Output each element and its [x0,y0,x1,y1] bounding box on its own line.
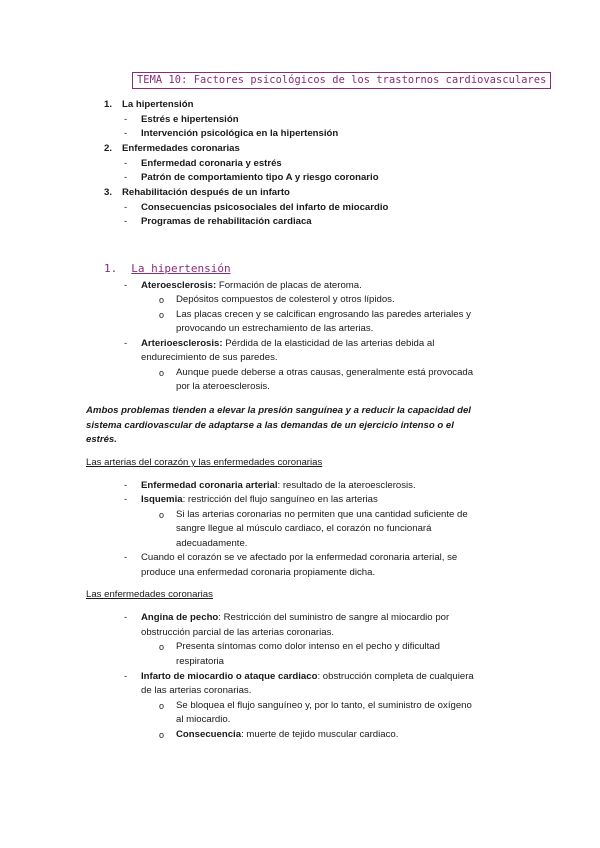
definition-continued: obstrucción parcial de las arterias coronarias. [141,627,335,638]
term: Consecuencia [176,729,242,740]
dash-marker: - [124,202,128,213]
sub-point-continued: respiratoria [176,656,224,667]
definition: : muerte de tejido muscular cardiaco. [241,729,399,740]
sub-point-continued: provocando un estrechamiento de las arterias. [176,323,374,334]
sub-point: Se bloquea el flujo sanguíneo y, por lo tanto, el suministro de oxígeno [176,700,472,711]
toc-item: Rehabilitación después de un infarto [122,187,290,198]
section-label: La hipertensión [131,262,231,275]
dash-marker: - [124,612,128,623]
sub-point-continued: por la ateroesclerosis. [176,381,270,392]
definition: : obstrucción completa de cualquiera [317,671,474,682]
list-item [141,611,449,625]
sub-point: Las placas crecen y se calcifican engrosando las paredes arteriales y [176,309,471,320]
term: Ateroesclerosis: [141,280,217,291]
list-item [141,479,416,493]
toc-item: Enfermedades coronarias [122,143,240,154]
circle-bullet: o [159,368,165,378]
dash-marker: - [124,158,128,169]
emphasis-line: estrés. [86,434,117,445]
definition: Formación de placas de ateroma. [216,280,362,291]
sub-point-continued: sangre llegue al músculo cardiaco, el corazón no funcionará [176,523,432,534]
toc-number: 1. [104,99,113,110]
section-heading [104,262,231,275]
list-item: Cuando el corazón se ve afectado por la enfermedad coronaria arterial, se [141,552,458,563]
toc-subitem: Consecuencias psicosociales del infarto de miocardio [141,202,389,213]
toc-subitem: Patrón de comportamiento tipo A y riesgo coronario [141,172,379,183]
dash-marker: - [124,114,128,125]
term: Infarto de miocardio o ataque cardiaco [141,671,318,682]
definition: Pérdida de la elasticidad de las arterias debida al [222,338,435,349]
circle-bullet: o [159,295,165,305]
toc-subitem: Estrés e hipertensión [141,114,239,125]
dash-marker: - [124,128,128,139]
toc-subitem: Intervención psicológica en la hipertensión [141,128,339,139]
sub-point-continued: al miocardio. [176,714,231,725]
dash-marker: - [124,552,128,563]
sub-point: Depósitos compuestos de colesterol y otros lípidos. [176,294,395,305]
dash-marker: - [124,494,128,505]
circle-bullet: o [159,701,165,711]
dash-marker: - [124,480,128,491]
list-item [141,670,474,684]
toc-subitem: Enfermedad coronaria y estrés [141,158,282,169]
term: Enfermedad coronaria arterial [141,480,278,491]
circle-bullet: o [159,510,165,520]
list-item [141,493,378,507]
list-item-continued: produce una enfermedad coronaria propiamente dicha. [141,567,376,578]
sub-point [176,728,398,742]
section-number: 1. [104,262,118,275]
circle-bullet: o [159,310,165,320]
sub-point: Aunque puede deberse a otras causas, generalmente está provocada [176,367,474,378]
definition-continued: de las arterias coronarias. [141,685,252,696]
dash-marker: - [124,280,128,291]
dash-marker: - [124,338,128,349]
sub-point: Si las arterias coronarias no permiten que una cantidad suficiente de [176,509,468,520]
sub-point: Presenta síntomas como dolor intenso en el pecho y dificultad [176,641,440,652]
page-title: TEMA 10: Factores psicológicos de los trastornos cardiovasculares [132,72,551,89]
emphasis-line: sistema cardiovascular de adaptarse a las demandas de un ejercicio intenso o el [86,420,454,431]
toc-subitem: Programas de rehabilitación cardiaca [141,216,312,227]
dash-marker: - [124,172,128,183]
definition-arterioesclerosis [141,337,434,351]
emphasis-line: Ambos problemas tienden a elevar la presión sanguínea y a reducir la capacidad del [86,405,471,416]
toc-item: La hipertensión [122,99,194,110]
toc-number: 2. [104,143,113,154]
term: Isquemia [141,494,183,505]
circle-bullet: o [159,730,165,740]
definition: : resultado de la ateroesclerosis. [277,480,416,491]
dash-marker: - [124,671,128,682]
toc-number: 3. [104,187,113,198]
term: Angina de pecho [141,612,219,623]
sub-point-continued: adecuadamente. [176,538,248,549]
definition-ateroesclerosis [141,279,362,293]
term: Arterioesclerosis: [141,338,223,349]
definition-continued: endurecimiento de sus paredes. [141,352,278,363]
dash-marker: - [124,216,128,227]
circle-bullet: o [159,642,165,652]
definition: : Restricción del suministro de sangre al miocardio por [218,612,450,623]
subsection-heading: Las enfermedades coronarias [86,589,213,600]
definition: : restricción del flujo sanguíneo en las arterias [182,494,378,505]
subsection-heading: Las arterias del corazón y las enfermedades coronarias [86,457,323,468]
